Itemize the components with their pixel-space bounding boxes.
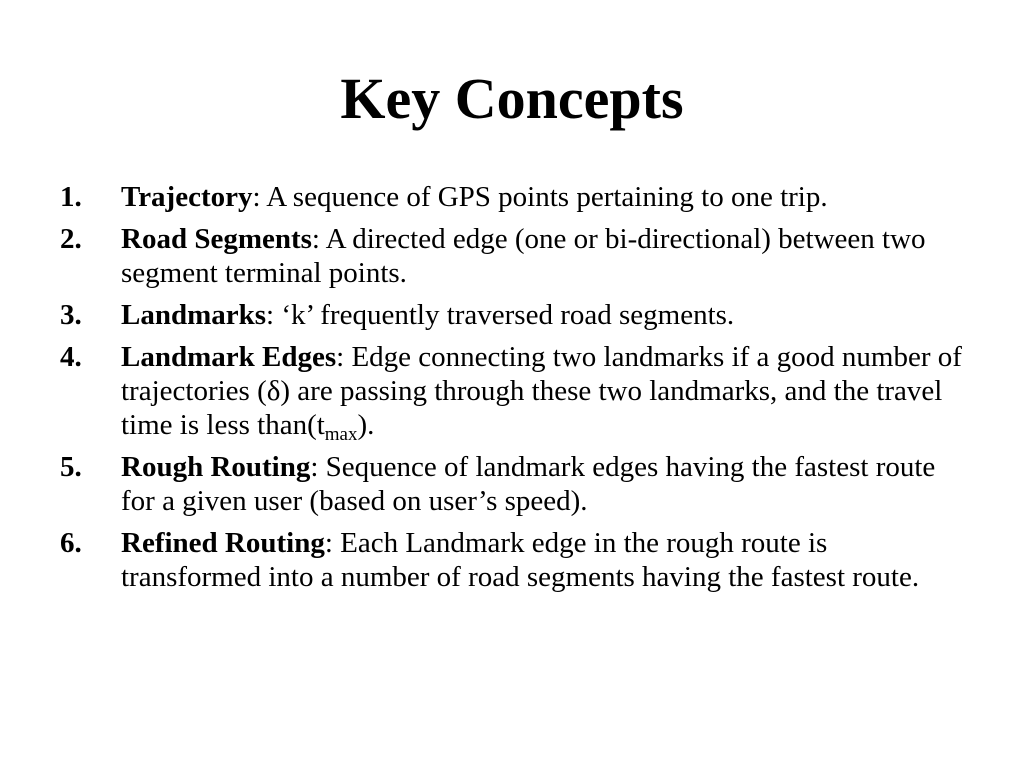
item-term: Road Segments	[121, 223, 312, 255]
item-number: 2.	[60, 223, 82, 255]
item-term: Landmarks	[121, 299, 267, 331]
item-definition: : Sequence of landmark edges having the fastest route for a given user (based on user’s speed).	[121, 451, 936, 517]
item-suffix: ).	[357, 409, 375, 441]
item-subscript: max	[324, 424, 358, 445]
concept-item-trajectory	[60, 180, 965, 214]
slide-title: Key Concepts	[340, 66, 684, 131]
item-definition: : A directed edge (one or bi-directional) between two segment terminal points.	[121, 223, 926, 289]
concept-item-landmark-edges	[60, 340, 965, 445]
concept-item-refined-routing	[60, 526, 965, 594]
item-number: 4.	[60, 341, 82, 373]
item-term: Rough Routing	[121, 451, 311, 483]
concept-list	[60, 180, 965, 602]
concept-item-road-segments	[60, 222, 965, 290]
concept-item-landmarks	[60, 298, 965, 332]
item-number: 6.	[60, 527, 82, 559]
item-number: 1.	[60, 181, 82, 213]
item-term: Trajectory	[121, 181, 253, 213]
item-number: 5.	[60, 451, 82, 483]
item-definition: : A sequence of GPS points pertaining to one trip.	[252, 181, 828, 213]
item-definition: : Edge connecting two landmarks if a good number of trajectories (δ) are passing through these two landmarks, and the travel time is less than(t	[121, 341, 962, 441]
concept-item-rough-routing	[60, 450, 965, 518]
item-number: 3.	[60, 299, 82, 331]
item-definition: : ‘k’ frequently traversed road segments.	[266, 299, 735, 331]
item-term: Landmark Edges	[121, 341, 337, 373]
item-term: Refined Routing	[121, 527, 325, 559]
item-definition: : Each Landmark edge in the rough route is transformed into a number of road segments having the fastest route.	[121, 527, 920, 593]
